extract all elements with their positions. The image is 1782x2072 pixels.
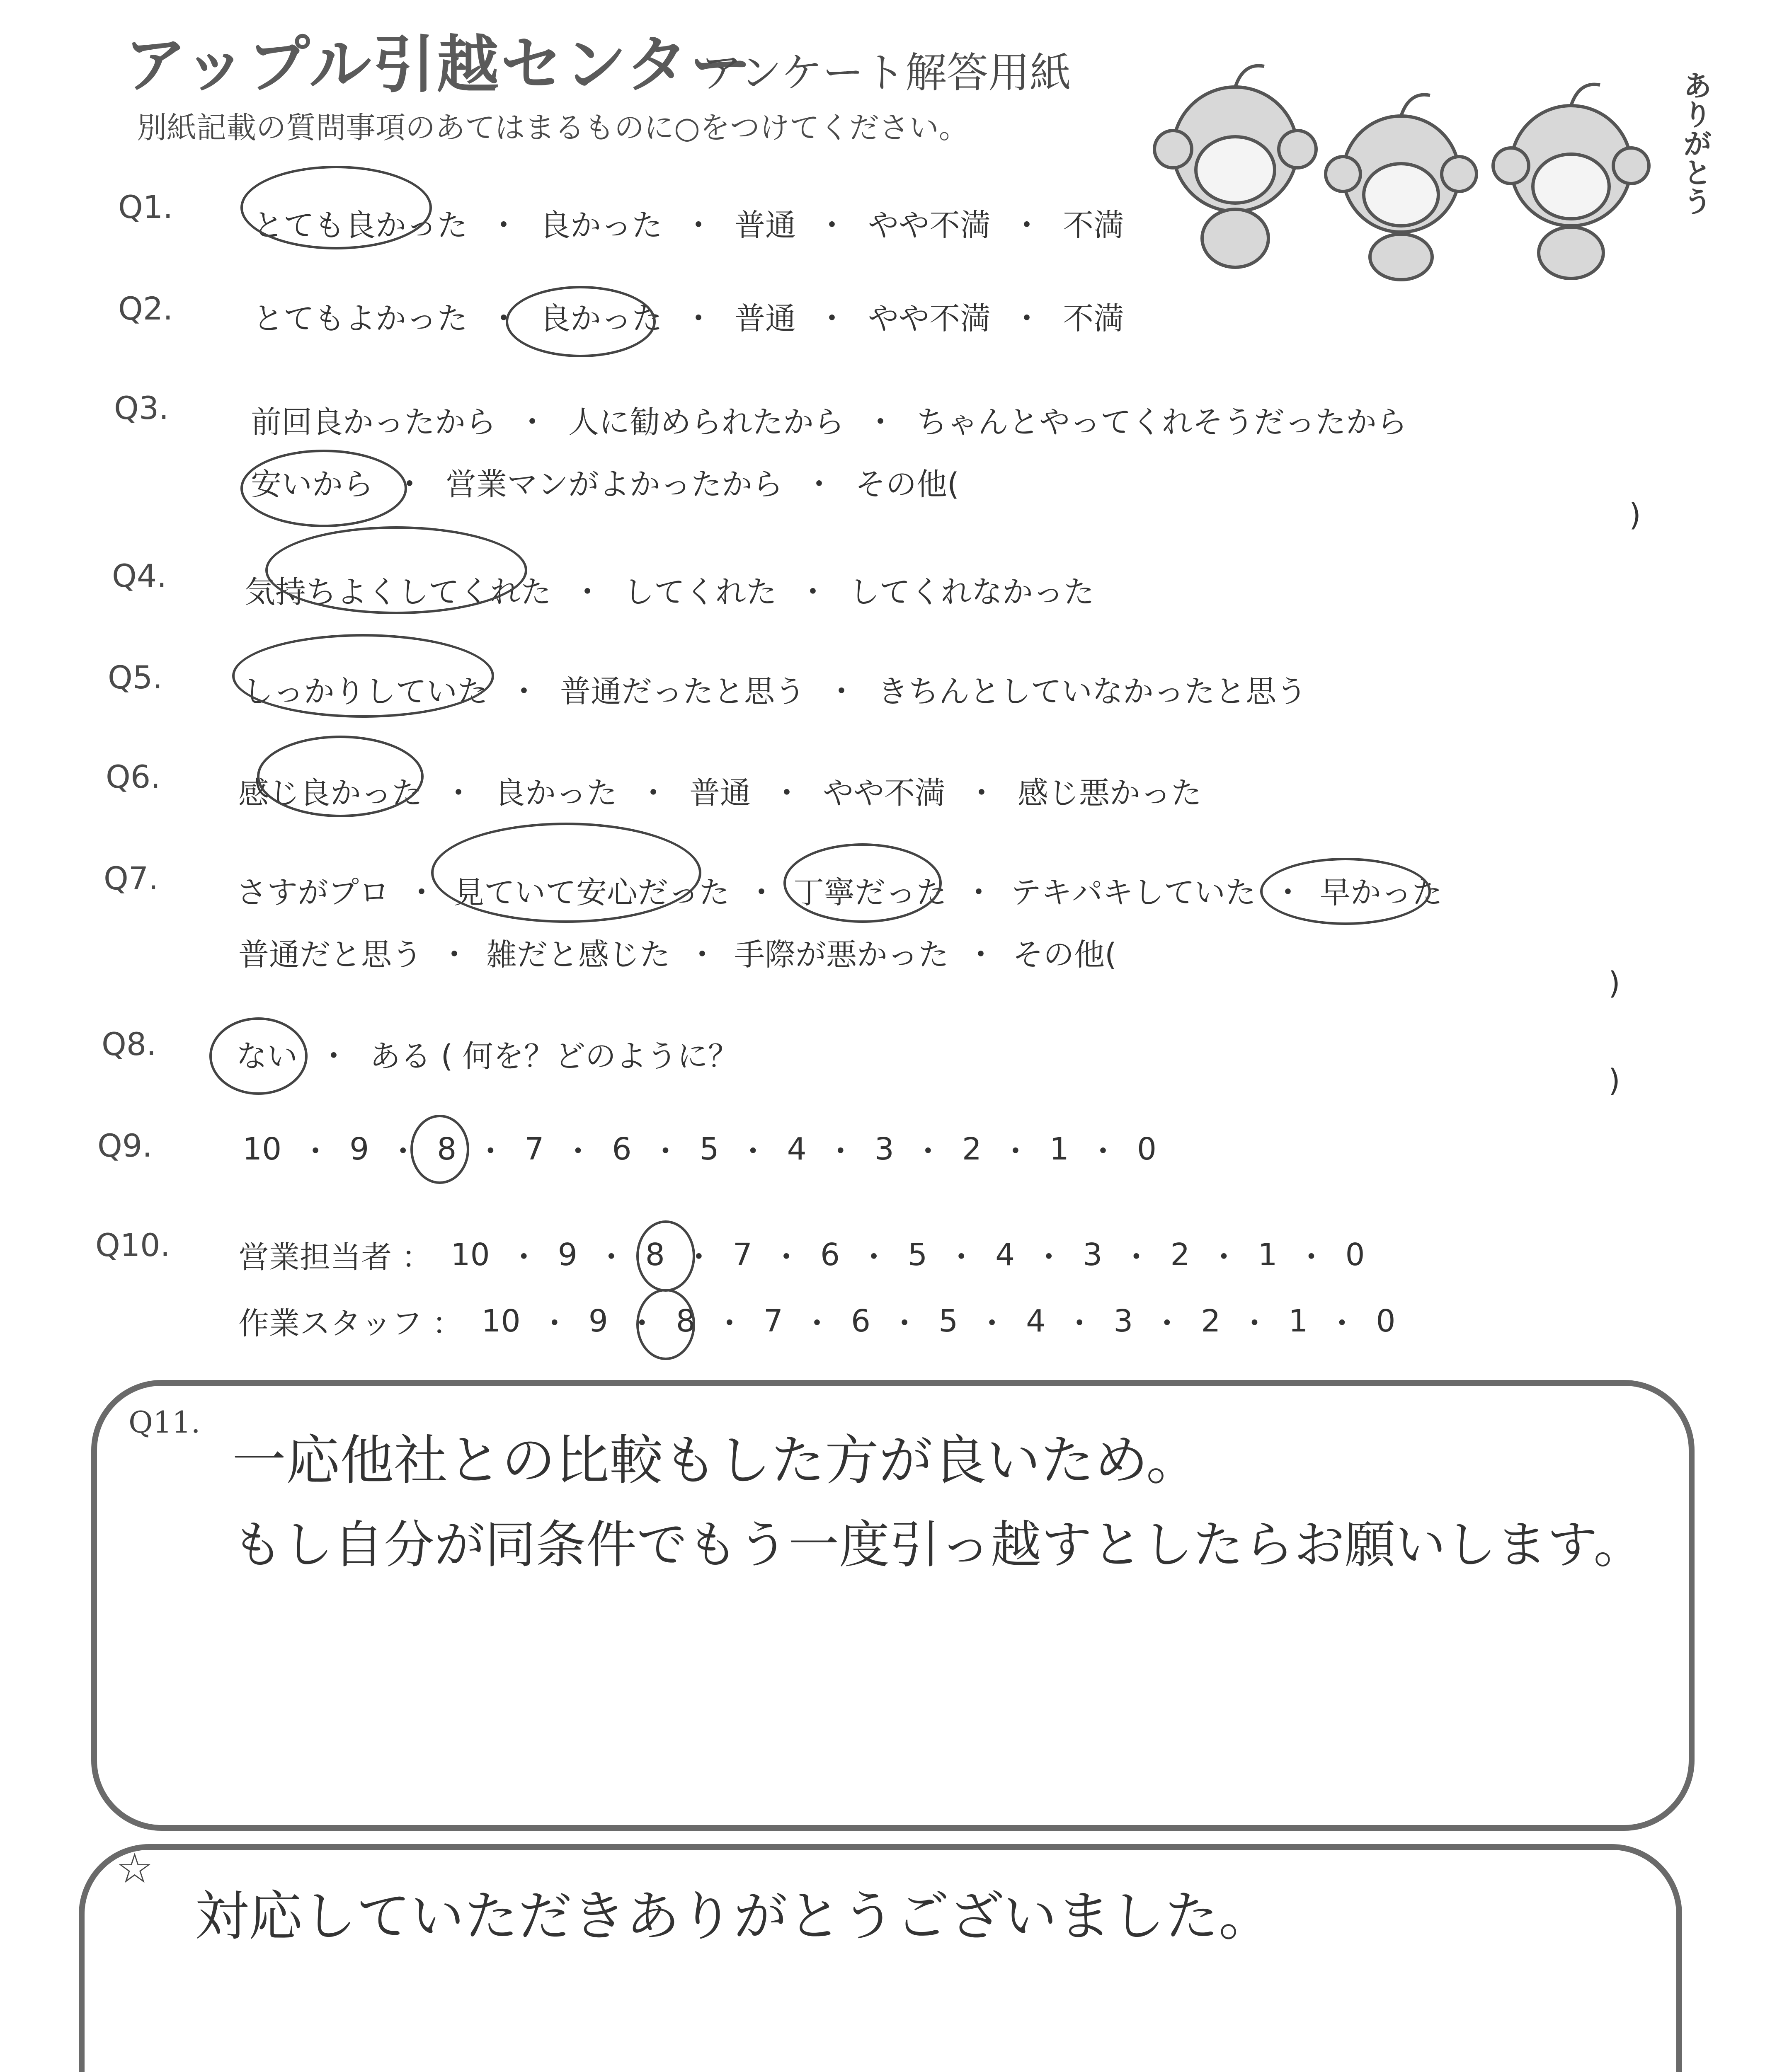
q4-label: Q4. <box>112 557 167 594</box>
q7-option[interactable]: さすがプロ <box>236 875 390 910</box>
q7-option[interactable]: 手際が悪かった <box>734 937 949 973</box>
q10-sales-score[interactable]: 4 <box>995 1237 1015 1273</box>
q6-label: Q6. <box>106 758 161 795</box>
comment-text[interactable]: 対応していただきありがとうございました。 <box>195 1885 1273 1948</box>
q10-sales-score[interactable]: 0 <box>1345 1237 1365 1273</box>
q4-option[interactable]: してくれなかった <box>849 574 1094 610</box>
star-icon: ☆ <box>116 1844 153 1893</box>
q11-answer-line2[interactable]: もし自分が同条件でもう一度引っ越すとしたらお願いします。 <box>232 1515 1644 1574</box>
q6-option[interactable]: 普通 <box>689 775 751 811</box>
q5-option[interactable]: 普通だったと思う <box>560 674 805 709</box>
q4-option[interactable]: してくれた <box>623 574 777 610</box>
q6-options: 感じ良かった ・ 良かった ・ 普通 ・ やや不満 ・ 感じ悪かった <box>238 769 1202 813</box>
q9-score[interactable]: 5 <box>699 1131 719 1167</box>
q2-options: とてもよかった ・ 良かった ・ 普通 ・ やや不満 ・ 不満 <box>253 294 1124 338</box>
q9-scale: 10 ・ 9 ・ 8 ・ 7 ・ 6 ・ 5 ・ 4 ・ 3 ・ 2 ・ 1 ・ 0 <box>242 1131 1157 1169</box>
q7-option[interactable]: 雑だと感じた <box>486 937 670 973</box>
q10-staff-score[interactable]: 2 <box>1201 1303 1221 1339</box>
q10-sales-score[interactable]: 10 <box>451 1237 490 1273</box>
q2-option[interactable]: やや不満 <box>868 301 991 336</box>
q2-option[interactable]: 良かった <box>540 301 662 336</box>
q3-option[interactable]: 前回良かったから <box>251 404 496 440</box>
q3-option[interactable]: 営業マンがよかったから <box>446 467 783 502</box>
q9-score[interactable]: 3 <box>874 1131 894 1167</box>
q9-score[interactable]: 2 <box>962 1131 982 1167</box>
q7-label: Q7. <box>104 860 159 897</box>
q9-score[interactable]: 10 <box>242 1131 282 1167</box>
q3-option[interactable]: ちゃんとやってくれそうだったから <box>916 404 1407 440</box>
q9-score[interactable]: 7 <box>524 1131 544 1167</box>
q10-label: Q10. <box>95 1227 170 1264</box>
q6-option[interactable]: 感じ悪かった <box>1018 775 1202 811</box>
q9-label: Q9. <box>97 1127 153 1164</box>
q3-options-line1: 前回良かったから ・ 人に勧められたから ・ ちゃんとやってくれそうだったから <box>251 398 1407 442</box>
q6-option[interactable]: 良かった <box>495 775 617 811</box>
q10-staff-score[interactable]: 9 <box>588 1303 608 1339</box>
q10-sales-score[interactable]: 1 <box>1258 1237 1278 1273</box>
q8-option-other[interactable]: ある ( 何を？どのように？ <box>370 1038 739 1074</box>
q9-score[interactable]: 0 <box>1137 1131 1157 1167</box>
q7-option[interactable]: テキパキしていた <box>1011 875 1256 910</box>
q10-staff-score[interactable]: 1 <box>1288 1303 1308 1339</box>
q3-close-paren: ) <box>1629 497 1641 533</box>
q10-sales-score[interactable]: 6 <box>820 1237 840 1273</box>
q5-option[interactable]: しっかりしていた <box>242 674 488 709</box>
q9-score[interactable]: 6 <box>612 1131 632 1167</box>
q1-option[interactable]: 普通 <box>735 208 796 243</box>
q10-sales-score[interactable]: 7 <box>732 1237 752 1273</box>
q10-sales-score[interactable]: 2 <box>1170 1237 1190 1273</box>
q10-sales-score[interactable]: 9 <box>558 1237 577 1273</box>
q1-options: とても良かった ・ 良かった ・ 普通 ・ やや不満 ・ 不満 <box>253 201 1124 245</box>
q8-options: ない ・ ある ( 何を？どのように？ <box>236 1032 739 1076</box>
q10-staff-score[interactable]: 6 <box>851 1303 871 1339</box>
q10-sales-label: 営業担当者 ： <box>238 1239 432 1275</box>
q7-option-other[interactable]: その他( <box>1013 937 1117 973</box>
form-title: アンケート解答用紙 <box>701 48 1071 97</box>
q3-label: Q3. <box>114 390 169 426</box>
q10-staff-score[interactable]: 4 <box>1026 1303 1046 1339</box>
q1-option[interactable]: やや不満 <box>868 208 991 243</box>
q9-score[interactable]: 1 <box>1049 1131 1069 1167</box>
q7-option[interactable]: 普通だと思う <box>238 937 422 973</box>
q3-option-other[interactable]: その他( <box>855 467 959 502</box>
q3-option[interactable]: 安いから <box>251 467 373 502</box>
q9-score[interactable]: 9 <box>349 1131 369 1167</box>
q7-option[interactable]: 早かった <box>1320 875 1443 910</box>
q2-option[interactable]: 不満 <box>1063 301 1124 336</box>
q10-staff-score[interactable]: 0 <box>1376 1303 1396 1339</box>
q7-options-line1: さすがプロ ・ 見ていて安心だった ・ 丁寧だった ・ テキパキしていた ・ 早かった <box>236 868 1443 912</box>
q7-option[interactable]: 見ていて安心だった <box>453 875 730 910</box>
q5-options: しっかりしていた ・ 普通だったと思う ・ きちんとしていなかったと思う <box>242 667 1307 711</box>
q8-label: Q8. <box>102 1026 157 1063</box>
q5-option[interactable]: きちんとしていなかったと思う <box>878 674 1307 709</box>
q6-option[interactable]: やや不満 <box>823 775 946 811</box>
q3-options-line2: 安いから ・ 営業マンがよかったから ・ その他( <box>251 460 959 504</box>
q8-option[interactable]: ない <box>236 1038 298 1074</box>
q10-staff-row: 作業スタッフ ： 10 ・ 9 ・ 8 ・ 7 ・ 6 ・ 5 ・ 4 ・ 3 ・ 2 ・ 1 ・ 0 <box>238 1299 1396 1343</box>
q10-staff-score[interactable]: 10 <box>481 1303 521 1339</box>
q2-label: Q2. <box>118 290 173 327</box>
q10-sales-score[interactable]: 8 <box>645 1237 665 1273</box>
q4-option[interactable]: 気持ちよくしてくれた <box>245 574 551 610</box>
q7-option[interactable]: 丁寧だった <box>793 875 947 910</box>
q10-staff-score[interactable]: 7 <box>763 1303 783 1339</box>
q11-label: Q11. <box>128 1405 201 1440</box>
q10-staff-label: 作業スタッフ ： <box>238 1306 463 1341</box>
q9-score[interactable]: 8 <box>437 1131 457 1167</box>
q7-close-paren: ) <box>1608 966 1620 1001</box>
q8-close-paren: ) <box>1608 1063 1620 1099</box>
q1-option[interactable]: とても良かった <box>253 208 468 243</box>
q10-sales-row: 営業担当者 ： 10 ・ 9 ・ 8 ・ 7 ・ 6 ・ 5 ・ 4 ・ 3 ・ 2 ・ 1 ・ 0 <box>238 1233 1365 1277</box>
q10-staff-score[interactable]: 5 <box>938 1303 958 1339</box>
q9-score[interactable]: 4 <box>787 1131 807 1167</box>
q2-option[interactable]: とてもよかった <box>253 301 468 336</box>
q1-option[interactable]: 不満 <box>1063 208 1124 243</box>
q6-option[interactable]: 感じ良かった <box>238 775 422 811</box>
monkey-mascots-illustration <box>1152 50 1704 282</box>
q10-sales-score[interactable]: 3 <box>1083 1237 1103 1273</box>
q10-sales-score[interactable]: 5 <box>908 1237 928 1273</box>
q2-option[interactable]: 普通 <box>735 301 796 336</box>
company-title: アップル引越センター <box>124 29 754 101</box>
q10-staff-score[interactable]: 8 <box>676 1303 696 1339</box>
q10-staff-score[interactable]: 3 <box>1113 1303 1133 1339</box>
instructions: 別紙記載の質問事項のあてはまるものに○をつけてください。 <box>137 110 969 145</box>
thanks-text: ありがとう <box>1678 70 1712 215</box>
q7-options-line2: 普通だと思う ・ 雑だと感じた ・ 手際が悪かった ・ その他( <box>238 930 1117 974</box>
q5-label: Q5. <box>108 659 163 696</box>
q1-label: Q1. <box>118 189 173 225</box>
q4-options: 気持ちよくしてくれた ・ してくれた ・ してくれなかった <box>245 568 1094 612</box>
q3-option[interactable]: 人に勧められたから <box>568 404 844 440</box>
q1-option[interactable]: 良かった <box>540 208 662 243</box>
q11-answer-line1[interactable]: 一応他社との比較もした方が良いため。 <box>232 1429 1200 1492</box>
